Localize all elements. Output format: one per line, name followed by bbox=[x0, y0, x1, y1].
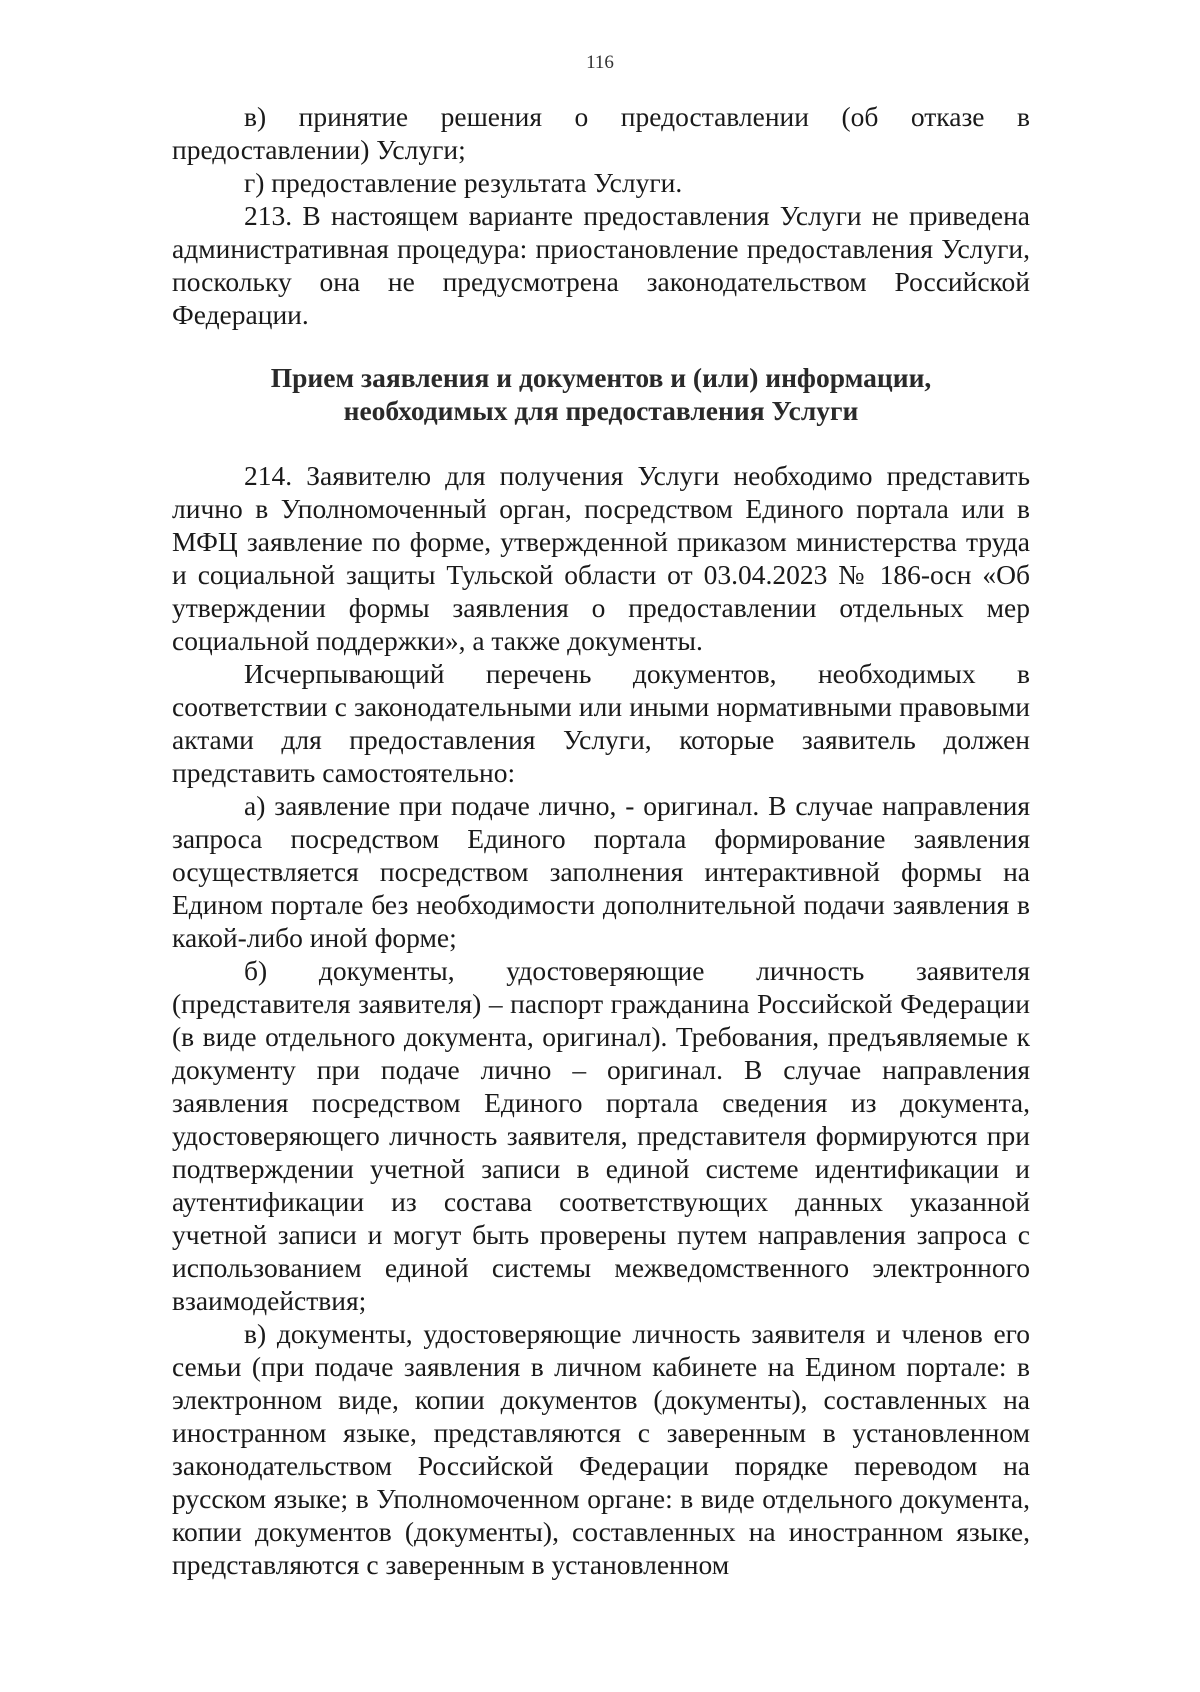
section-heading-line-2: необходимых для предоставления Услуги bbox=[343, 395, 859, 426]
page-number: 116 bbox=[586, 52, 614, 73]
list-item-v: в) принятие решения о предоставлении (об отказе в предоставлении) Услуги; bbox=[172, 101, 1030, 165]
document-body bbox=[172, 100, 1030, 1581]
section-heading bbox=[172, 361, 1030, 427]
list-item-a: а) заявление при подаче лично, - оригинал. В случае направления запроса посредством Единого портала формирование заявления осуществляется посредством заполнения интерактивной формы на Едином портале без необходимости дополнительной подачи заявления в какой-либо иной форме; bbox=[172, 790, 1030, 953]
paragraph-213: 213. В настоящем варианте предоставления Услуги не приведена административная процедура: приостановление предоставления Услуги, поскольку она не предусмотрена законодательством Российской Федерации. bbox=[172, 200, 1030, 330]
list-item-g: г) предоставление результата Услуги. bbox=[244, 167, 683, 198]
list-item-b: б) документы, удостоверяющие личность заявителя (представителя заявителя) – паспорт гражданина Российской Федерации (в виде отдельного документа, оригинал). Требования, предъявляемые к документу при подаче лично – оригинал. В случае направления заявления посредством Единого портала сведения из документа, удостоверяющего личность заявителя, представителя формируются при подтверждении учетной записи в единой системе идентификации и аутентификации из состава соответствующих данных указанной учетной записи и могут быть проверены путем направления запроса с использованием единой системы межведомственного электронного взаимодействия; bbox=[172, 955, 1030, 1316]
list-item-v-documents: в) документы, удостоверяющие личность заявителя и членов его семьи (при подаче заявления в личном кабинете на Едином портале: в электронном виде, копии документов (документы), составленных на иностранном языке, представляются с заверенным в установленном законодательством Российской Федерации порядке переводом на русском языке; в Уполномоченном органе: в виде отдельного документа, копии документов (документы), составленных на иностранном языке, представляются с заверенным в установленном bbox=[172, 1318, 1030, 1580]
section-heading-line-1: Прием заявления и документов и (или) информации, bbox=[270, 362, 932, 393]
paragraph-214: 214. Заявителю для получения Услуги необходимо представить лично в Уполномоченный орган, посредством Единого портала или в МФЦ заявление по форме, утвержденной приказом министерства труда и социальной защиты Тульской области от 03.04.2023 № 186-осн «Об утверждении формы заявления о предоставлении отдельных мер социальной поддержки», а также документы. bbox=[172, 460, 1030, 656]
paragraph-document-list-intro: Исчерпывающий перечень документов, необходимых в соответствии с законодательными или иными нормативными правовыми актами для предоставления Услуги, которые заявитель должен представить самостоятельно: bbox=[172, 658, 1030, 788]
